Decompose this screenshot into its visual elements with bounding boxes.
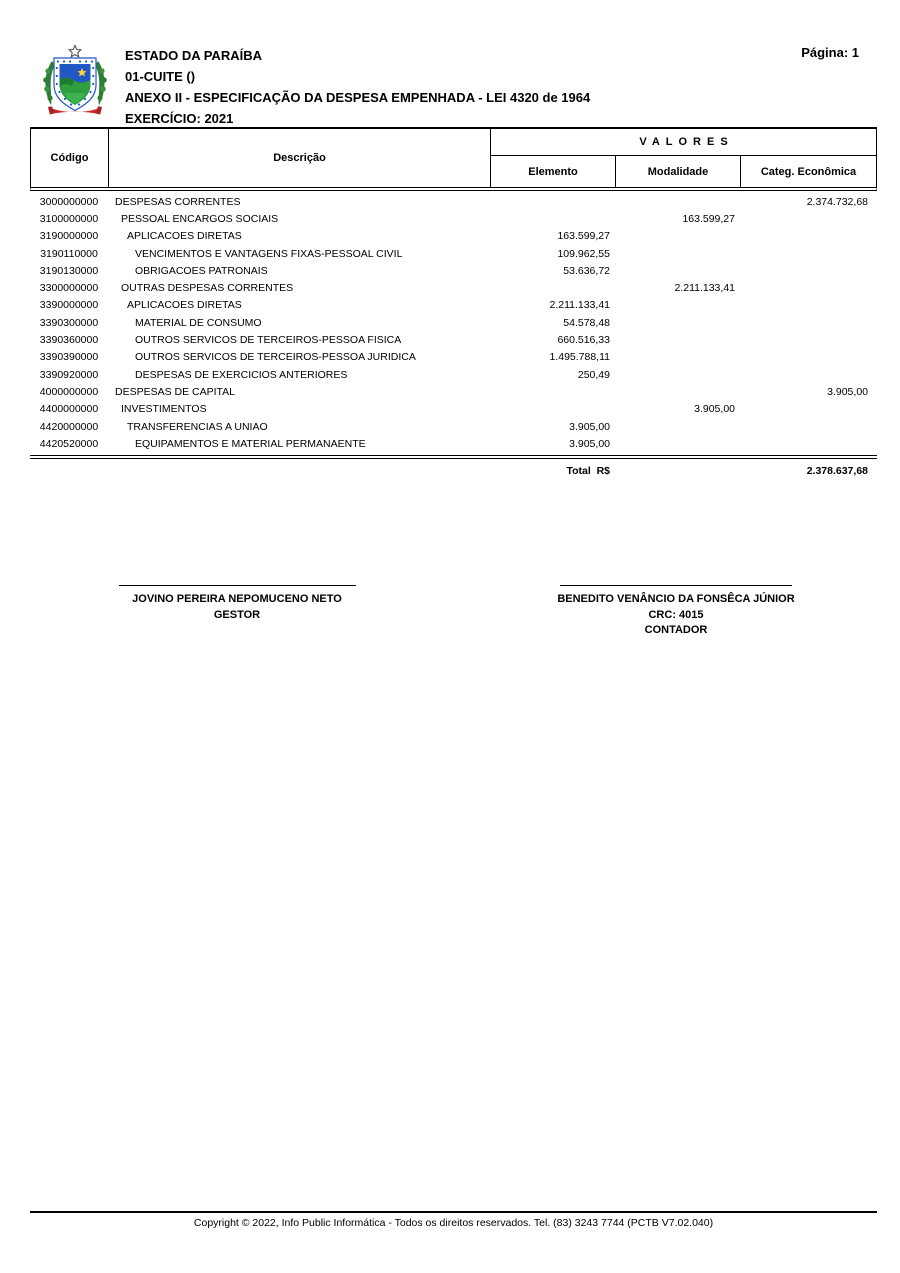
row-categ-economica-value: 3.905,00 bbox=[827, 385, 868, 398]
expense-table bbox=[30, 127, 877, 483]
row-modalidade-value: 163.599,27 bbox=[682, 212, 735, 225]
row-description: EQUIPAMENTOS E MATERIAL PERMANAENTE bbox=[135, 437, 366, 450]
row-elemento-value: 1.495.788,11 bbox=[549, 351, 610, 364]
signature-line bbox=[560, 585, 792, 586]
total-row bbox=[30, 459, 877, 483]
valores-subheaders bbox=[491, 156, 876, 187]
table-row bbox=[30, 314, 877, 331]
row-code: 3190130000 bbox=[39, 264, 99, 277]
row-elemento-value: 53.636,72 bbox=[563, 264, 610, 277]
table-row bbox=[30, 228, 877, 245]
table-row bbox=[30, 418, 877, 435]
row-description: VENCIMENTOS E VANTAGENS FIXAS-PESSOAL CIVIL bbox=[135, 247, 403, 260]
row-modalidade-value: 3.905,00 bbox=[694, 403, 735, 416]
row-elemento-value: 163.599,27 bbox=[557, 230, 610, 243]
table-row bbox=[30, 366, 877, 383]
contador-name: BENEDITO VENÂNCIO DA FONSÊCA JÚNIOR bbox=[557, 593, 795, 605]
row-code: 4420520000 bbox=[39, 437, 99, 450]
col-header-codigo: Código bbox=[31, 129, 109, 187]
row-description: APLICACOES DIRETAS bbox=[127, 299, 242, 312]
contador-crc: CRC: 4015 bbox=[648, 608, 704, 621]
signature-block-contador bbox=[512, 585, 840, 639]
header-state: ESTADO DA PARAÍBA bbox=[125, 48, 262, 63]
row-categ-economica-value: 2.374.732,68 bbox=[806, 195, 868, 208]
row-elemento-value: 109.962,55 bbox=[557, 247, 610, 260]
table-header bbox=[30, 129, 877, 191]
table-row bbox=[30, 331, 877, 348]
row-modalidade-value: 2.211.133,41 bbox=[674, 282, 735, 295]
col-header-modalidade: Modalidade bbox=[616, 156, 741, 187]
gestor-name: JOVINO PEREIRA NEPOMUCENO NETO bbox=[132, 593, 342, 605]
table-row bbox=[30, 193, 877, 210]
header-exercise: EXERCÍCIO: 2021 bbox=[125, 111, 234, 126]
row-code: 3300000000 bbox=[39, 282, 99, 295]
row-elemento-value: 660.516,33 bbox=[557, 334, 610, 347]
page-number: Página: 1 bbox=[801, 45, 859, 60]
row-description: PESSOAL ENCARGOS SOCIAIS bbox=[121, 212, 279, 225]
row-code: 4000000000 bbox=[39, 385, 99, 398]
row-code: 4400000000 bbox=[39, 403, 99, 416]
col-header-elemento: Elemento bbox=[491, 156, 616, 187]
row-description: OBRIGACOES PATRONAIS bbox=[135, 264, 268, 277]
footer bbox=[30, 1211, 877, 1229]
report-header bbox=[125, 45, 590, 129]
row-description: APLICACOES DIRETAS bbox=[127, 230, 242, 243]
col-header-valores: VALORES bbox=[491, 129, 876, 156]
table-row bbox=[30, 262, 877, 279]
row-code: 3390000000 bbox=[39, 299, 99, 312]
col-header-categ-economica: Categ. Econômica bbox=[760, 165, 857, 178]
header-title: ANEXO II - ESPECIFICAÇÃO DA DESPESA EMPENHADA - LEI 4320 de 1964 bbox=[125, 90, 591, 105]
row-description: OUTROS SERVICOS DE TERCEIROS-PESSOA JURIDICA bbox=[135, 351, 416, 364]
col-header-descricao: Descrição bbox=[109, 129, 491, 187]
row-code: 3390920000 bbox=[39, 368, 99, 381]
row-description: DESPESAS CORRENTES bbox=[115, 195, 241, 208]
row-code: 3190000000 bbox=[39, 230, 99, 243]
row-elemento-value: 3.905,00 bbox=[569, 437, 610, 450]
row-description: INVESTIMENTOS bbox=[121, 403, 207, 416]
table-row bbox=[30, 210, 877, 227]
signature-block-gestor bbox=[97, 585, 377, 623]
row-code: 3390360000 bbox=[39, 334, 99, 347]
row-elemento-value: 2.211.133,41 bbox=[549, 299, 610, 312]
row-description: OUTROS SERVICOS DE TERCEIROS-PESSOA FISICA bbox=[135, 334, 402, 347]
row-description: TRANSFERENCIAS A UNIAO bbox=[127, 420, 268, 433]
table-row bbox=[30, 245, 877, 262]
row-code: 3190110000 bbox=[40, 247, 98, 260]
row-description: DESPESAS DE CAPITAL bbox=[115, 385, 236, 398]
signature-line bbox=[119, 585, 356, 586]
row-elemento-value: 250,49 bbox=[577, 368, 610, 381]
row-code: 3390300000 bbox=[39, 316, 99, 329]
table-body bbox=[30, 191, 877, 459]
copyright-text: Copyright © 2022, Info Public Informática - Todos os direitos reservados. Tel. (83) 3243 7744 (PCTB V7.02.040) bbox=[193, 1217, 714, 1229]
row-description: OUTRAS DESPESAS CORRENTES bbox=[121, 282, 294, 295]
contador-role: CONTADOR bbox=[644, 624, 708, 636]
row-description: MATERIAL DE CONSUMO bbox=[135, 316, 262, 329]
row-code: 3100000000 bbox=[39, 212, 99, 225]
row-code: 4420000000 bbox=[39, 420, 99, 433]
row-code: 3000000000 bbox=[39, 195, 99, 208]
header-entity: 01-CUITE () bbox=[125, 69, 196, 84]
row-elemento-value: 54.578,48 bbox=[563, 316, 610, 329]
table-row bbox=[30, 297, 877, 314]
total-value: 2.378.637,68 bbox=[806, 465, 868, 478]
table-row bbox=[30, 279, 877, 296]
row-elemento-value: 3.905,00 bbox=[569, 420, 610, 433]
col-group-valores bbox=[491, 129, 876, 187]
row-description: DESPESAS DE EXERCICIOS ANTERIORES bbox=[135, 368, 348, 381]
total-label: Total R$ bbox=[566, 465, 610, 478]
table-row bbox=[30, 383, 877, 400]
table-row bbox=[30, 435, 877, 452]
paraiba-coat-of-arms-icon bbox=[40, 44, 110, 122]
gestor-role: GESTOR bbox=[213, 608, 261, 621]
table-row bbox=[30, 401, 877, 418]
table-row bbox=[30, 349, 877, 366]
row-code: 3390390000 bbox=[39, 351, 99, 364]
